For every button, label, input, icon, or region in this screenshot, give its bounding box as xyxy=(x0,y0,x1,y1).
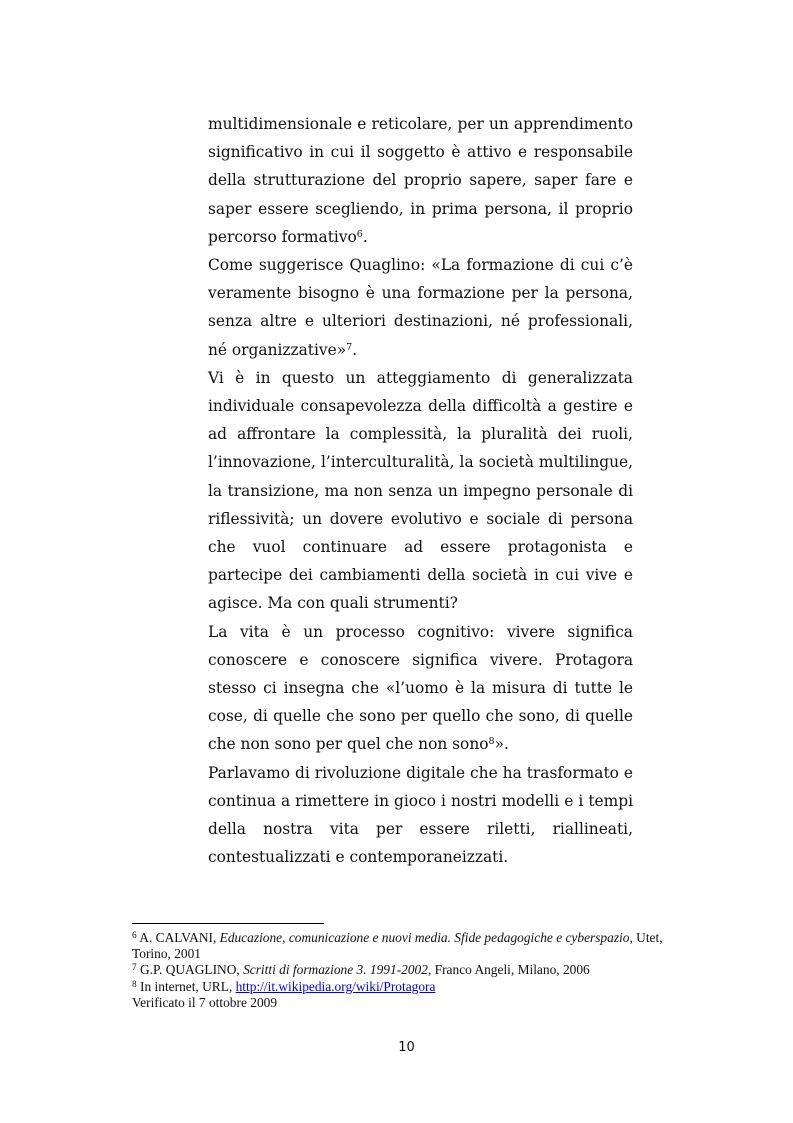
footnote-7: $^7$ G.P. QUAGLINO, Scritti di formazione 3. 1991-2002, Franco Angeli, Milano, 2006 xyxy=(132,962,590,978)
page-number: 10 xyxy=(398,1040,415,1055)
wikipedia-link[interactable]: http://it.wikipedia.org/wiki/Protagora xyxy=(235,978,436,994)
paragraph-5: Parlavamo di rivoluzione digitale che ha trasformato e continua a rimettere in gioco i nostri modelli e i tempi della nostra vita per essere riletti, riallineati, contestualizzati e contemporaneizzati. xyxy=(208,763,633,867)
main-text xyxy=(208,110,633,871)
footnote-8: $^8$ In internet, URL, http://it.wikipedia.org/wiki/Protagora xyxy=(132,978,436,994)
footnote-separator xyxy=(132,923,324,924)
footnote-8-verified: Verificato il 7 ottobre 2009 xyxy=(132,994,278,1010)
footnote-ref-7[interactable]: 7 xyxy=(346,341,353,353)
paragraph-4: La vita è un processo cognitivo: vivere significa conoscere e conoscere significa vivere. Protagora stesso ci insegna che «l’uomo è la misura di tutte le cose, di quelle che sono per quello che sono, di quelle che non sono per quel che non sono$^8$». xyxy=(208,622,633,754)
paragraph-1: multidimensionale e reticolare, per un apprendimento significativo in cui il soggetto è attivo e responsabile della strutturazione del proprio sapere, saper fare e saper essere scegliendo, in prima persona, il proprio percorso formativo$^6$. xyxy=(208,115,633,246)
paragraph-3: Vi è in questo un atteggiamento di generalizzata individuale consapevolezza della difficoltà a gestire e ad affrontare la complessità, la pluralità dei ruoli, l’innovazione, l’interculturalità, la società multilingue, la transizione, ma non senza un impegno personale di riflessività; un dovere evolutivo e sociale di persona che vuol continuare ad essere protagonista e partecipe dei cambiamenti della società in cui vive e agisce. Ma con quali strumenti? xyxy=(208,368,633,613)
footnote-ref-8[interactable]: 8 xyxy=(488,736,495,748)
footnote-6: $^6$ A. CALVANI, Educazione, comunicazione e nuovi media. Sfide pedagogiche e cyberspazio, Utet, Torino, 2001 xyxy=(132,930,663,962)
footnotes xyxy=(132,930,672,1011)
paragraph-2: Come suggerisce Quaglino: «La formazione di cui c’è veramente bisogno è una formazione per la persona, senza altre e ulteriori destinazioni, né professionali, né organizzative»$^7$. xyxy=(208,256,633,359)
footnote-ref-6[interactable]: 6 xyxy=(356,228,363,240)
